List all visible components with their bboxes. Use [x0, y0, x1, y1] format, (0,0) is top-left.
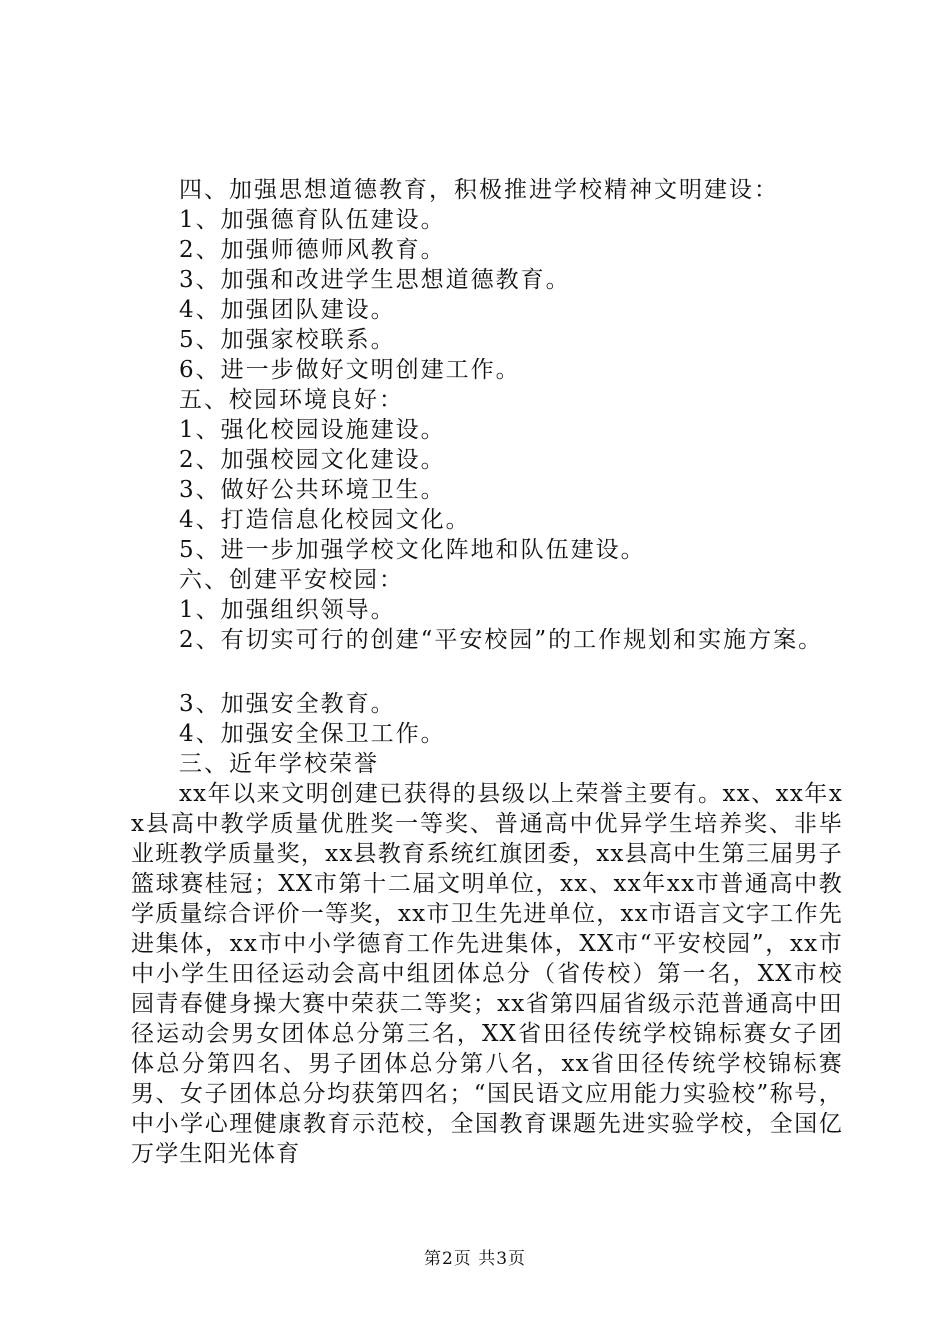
page-footer: 第2页 共3页 — [423, 1249, 527, 1269]
list-item: 2、加强校园文化建设。 — [179, 447, 446, 473]
list-item: 2、有切实可行的创建“平安校园”的工作规划和实施方案。 — [179, 627, 824, 653]
document-body — [131, 175, 851, 1169]
list-item: 1、加强德育队伍建设。 — [179, 207, 446, 233]
section-heading-6: 六、创建平安校园： — [179, 567, 404, 593]
honors-paragraph: xx年以来文明创建已获得的县级以上荣誉主要有。xx、xx年xx县高中教学质量优胜奖一等奖、普通高中优异学生培养奖、非毕业班教学质量奖，xx县教育系统红旗团委，xx县高中生第三届男子篮球赛桂冠；XX市第十二届文明单位，xx、xx年xx市普通高中教学质量综合评价一等奖，xx市卫生先进单位，xx市语言文字工作先进集体，xx市中小学德育工作先进集体，XX市“平安校园”，xx市中小学生田径运动会高中组团体总分（省传校）第一名，XX市校园青春健身操大赛中荣获二等奖；xx省第四届省级示范普通高中田径运动会男女团体总分第三名，XX省田径传统学校锦标赛女子团体总分第四名、男子团体总分第八名，xx省田径传统学校锦标赛男、女子团体总分均获第四名；“国民语文应用能力实验校”称号，中小学心理健康教育示范校，全国教育课题先进实验学校，全国亿万学生阳光体育 — [131, 781, 843, 1167]
list-item: 1、强化校园设施建设。 — [179, 417, 446, 443]
list-item: 2、加强师德师风教育。 — [179, 237, 446, 263]
section-heading-3: 三、近年学校荣誉 — [179, 751, 379, 777]
list-item: 6、进一步做好文明创建工作。 — [179, 357, 521, 383]
section-heading-4: 四、加强思想道德教育，积极推进学校精神文明建设： — [179, 177, 779, 203]
list-item: 4、打造信息化校园文化。 — [179, 507, 471, 533]
list-item: 4、加强安全保卫工作。 — [179, 721, 446, 747]
list-item: 1、加强组织领导。 — [179, 597, 396, 623]
section-heading-5: 五、校园环境良好： — [179, 387, 404, 413]
list-item: 5、进一步加强学校文化阵地和队伍建设。 — [179, 537, 646, 563]
list-item: 3、加强和改进学生思想道德教育。 — [179, 267, 571, 293]
list-item: 3、加强安全教育。 — [179, 691, 396, 717]
blank-line — [131, 655, 851, 689]
list-item: 4、加强团队建设。 — [179, 297, 396, 323]
list-item: 5、加强家校联系。 — [179, 327, 396, 353]
list-item: 3、做好公共环境卫生。 — [179, 477, 446, 503]
